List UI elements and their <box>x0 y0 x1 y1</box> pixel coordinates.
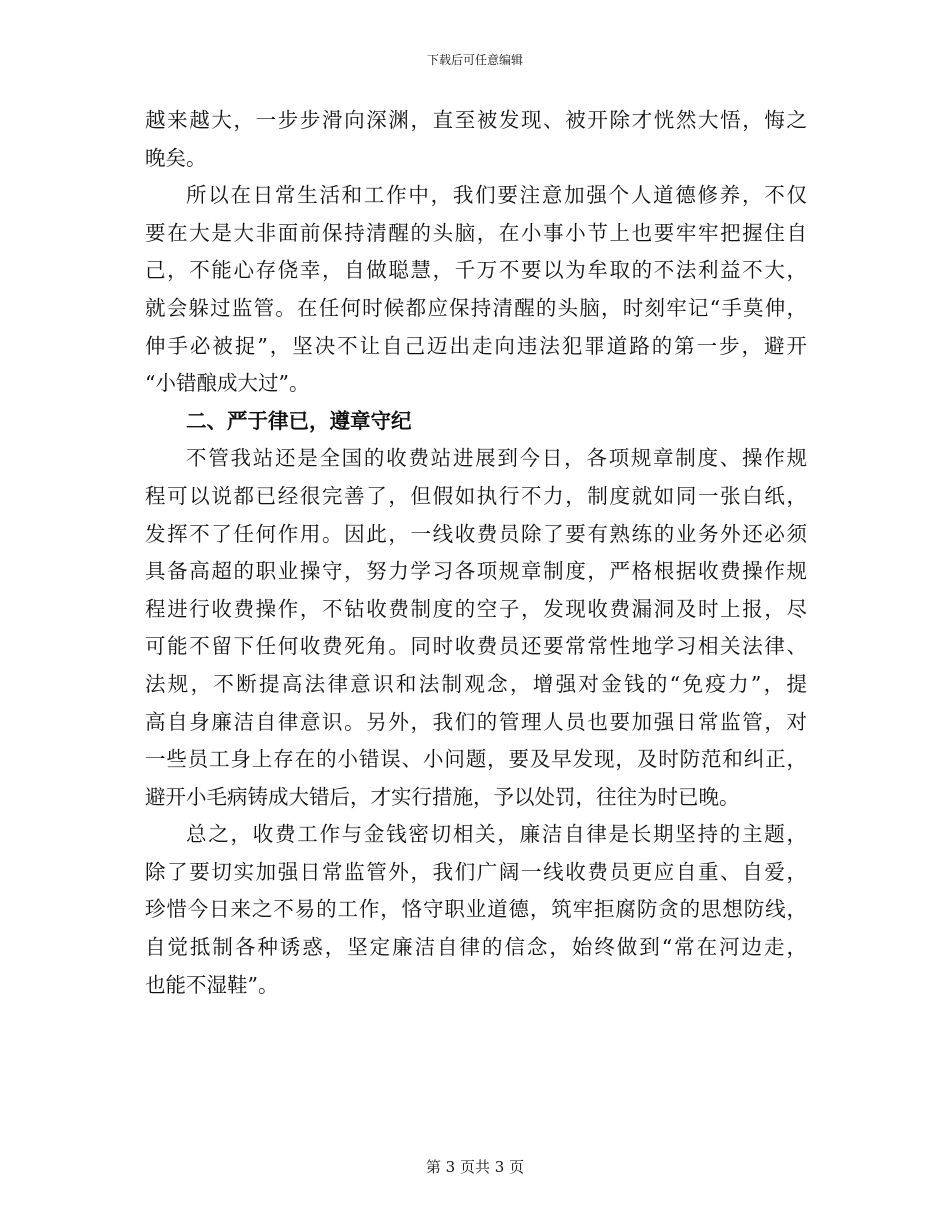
paragraph-line: 己，不能心存侥幸，自做聪慧，千万不要以为牟取的不法利益不大， <box>145 258 807 283</box>
section-heading: 二、严于律已，遵章守纪 <box>186 408 412 433</box>
paragraph-line: 自觉抵制各种诱惑，坚定廉洁自律的信念，始终做到“常在河边走， <box>145 935 807 960</box>
paragraph-line: 珍惜今日来之不易的工作，恪守职业道德，筑牢拒腐防贪的思想防线， <box>145 897 807 922</box>
paragraph-line: 除了要切实加强日常监管外，我们广阔一线收费员更应自重、自爱， <box>145 859 807 884</box>
paragraph-line: “小错酿成大过”。 <box>145 371 310 396</box>
paragraph-line: 程可以说都已经很完善了，但假如执行不力，制度就如同一张白纸， <box>145 483 807 508</box>
paragraph-line: 也能不湿鞋”。 <box>145 972 279 997</box>
paragraph-line: 高自身廉洁自律意识。另外，我们的管理人员也要加强日常监管，对 <box>145 709 807 734</box>
document-body <box>145 102 807 1004</box>
paragraph-line: 可能不留下任何收费死角。同时收费员还要常常性地学习相关法律、 <box>145 634 807 659</box>
paragraph-line: 避开小毛病铸成大错后，才实行措施，予以处罚，往往为时已晚。 <box>145 784 740 809</box>
paragraph-line: 就会躲过监管。在任何时候都应保持清醒的头脑，时刻牢记“手莫伸， <box>145 295 807 320</box>
paragraph-line: 发挥不了任何作用。因此，一线收费员除了要有熟练的业务外还必须 <box>145 521 807 546</box>
paragraph-line: 一些员工身上存在的小错误、小问题，要及早发现，及时防范和纠正， <box>145 747 807 772</box>
paragraph-line: 越来越大，一步步滑向深渊，直至被发现、被开除才恍然大悟，悔之 <box>145 108 807 132</box>
paragraph-line: 要在大是大非面前保持清醒的头脑，在小事小节上也要牢牢把握住自 <box>145 220 807 245</box>
page-footer: 第 3 页共 3 页 <box>425 1158 525 1176</box>
paragraph-line: 不管我站还是全国的收费站进展到今日，各项规章制度、操作规 <box>186 446 807 471</box>
page-header: 下载后可任意编辑 <box>426 53 523 67</box>
paragraph-line: 程进行收费操作，不钻收费制度的空子，发现收费漏洞及时上报，尽 <box>145 596 807 621</box>
paragraph-line: 伸手必被捉”，坚决不让自己迈出走向违法犯罪道路的第一步，避开 <box>145 333 807 358</box>
paragraph-line: 晚矣。 <box>145 145 207 170</box>
paragraph-line: 总之，收费工作与金钱密切相关，廉洁自律是长期坚持的主题， <box>186 822 807 847</box>
paragraph-line: 法规，不断提高法律意识和法制观念，增强对金钱的“免疫力”，提 <box>145 671 807 696</box>
paragraph-line: 具备高超的职业操守，努力学习各项规章制度，严格根据收费操作规 <box>145 559 807 584</box>
paragraph-line: 所以在日常生活和工作中，我们要注意加强个人道德修养，不仅 <box>186 183 807 208</box>
